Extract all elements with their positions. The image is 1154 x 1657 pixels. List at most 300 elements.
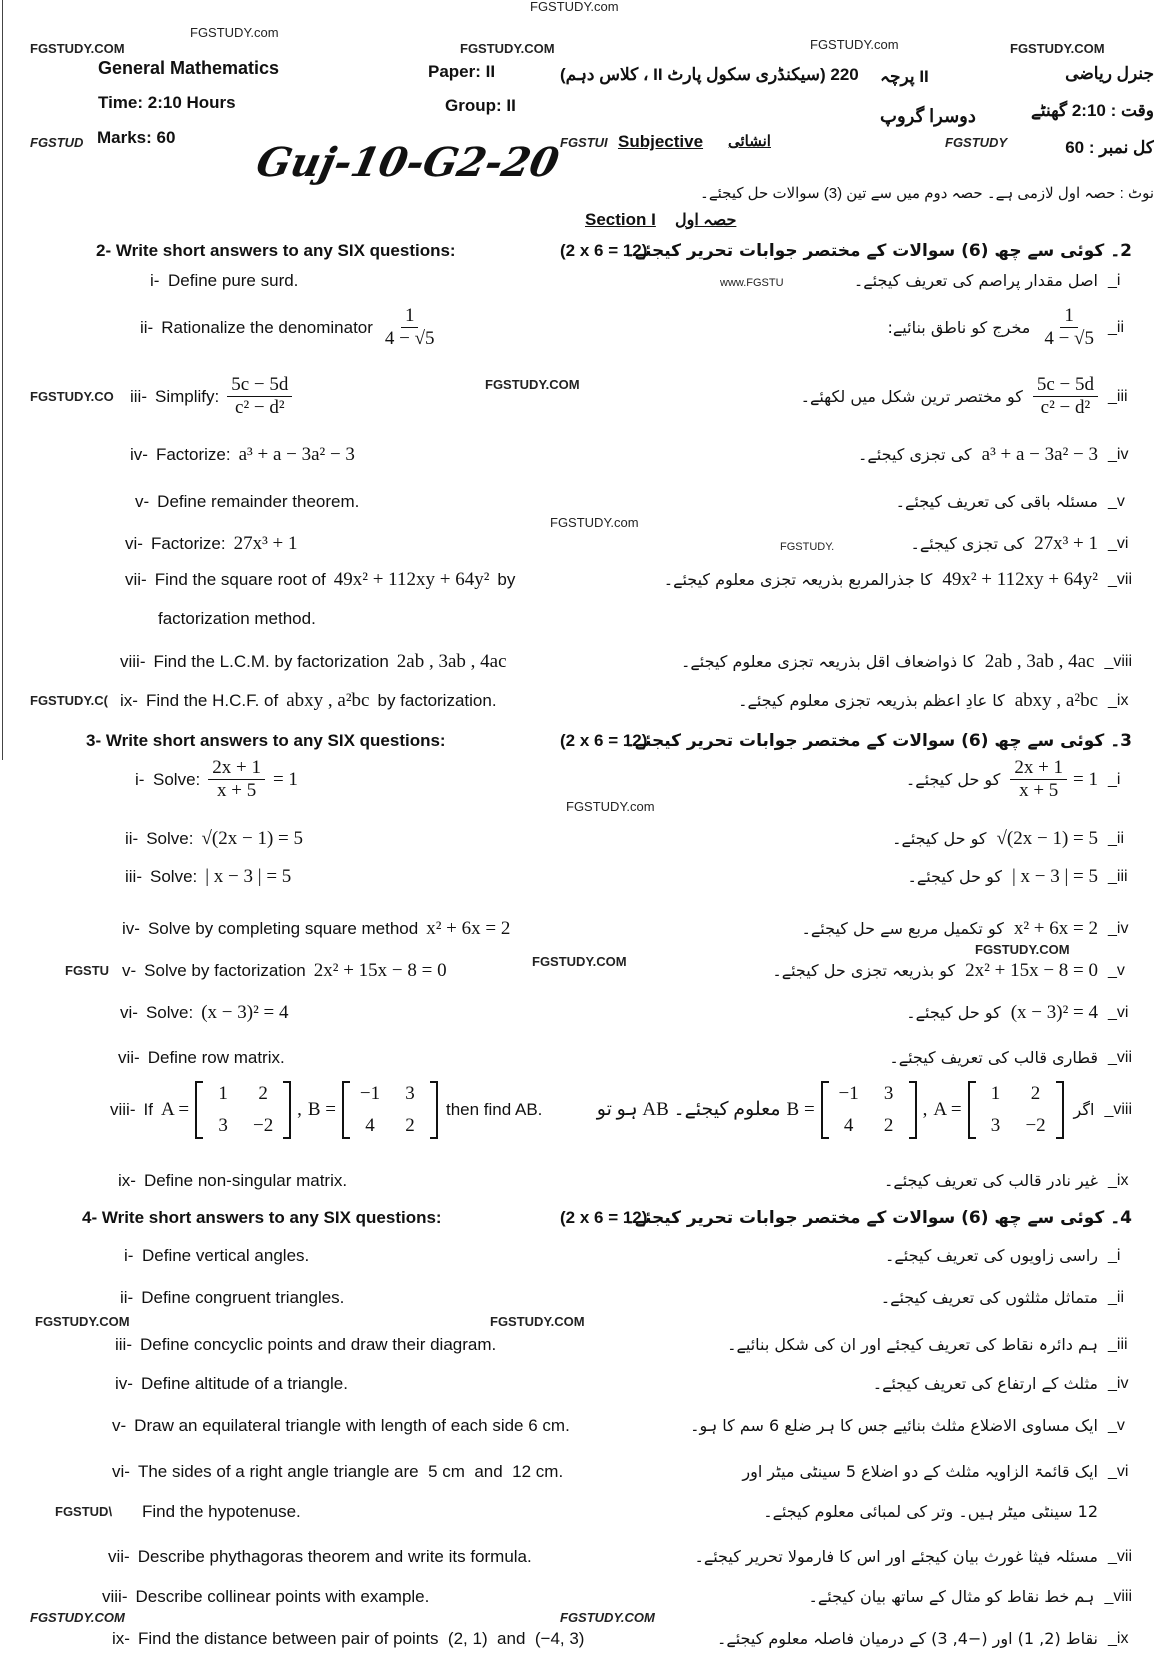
item-number-ur: _viii	[1104, 653, 1132, 670]
item-number: ix-	[112, 1629, 130, 1648]
item-after: by	[497, 570, 516, 589]
item-math-ur: 2ab , 3ab , 4ac	[984, 651, 1095, 672]
question-item-ur	[742, 1461, 1132, 1483]
question-item-ur	[881, 1287, 1132, 1309]
item-text-ur: کو حل کیجئے۔	[906, 1003, 1001, 1022]
item-number: v-	[135, 492, 150, 511]
watermark: FGSTUDY	[945, 135, 1008, 150]
item-text: Find the distance between pair of points (2, 1) and (−4, 3)	[137, 1629, 585, 1648]
question-item-ur	[889, 1047, 1132, 1069]
item-number-ur: _vii	[1107, 571, 1132, 588]
item-number-ur: _vi	[1108, 1004, 1129, 1021]
question-item	[112, 1629, 584, 1649]
matrix-cell: 4	[843, 1115, 854, 1136]
item-number-ur: _v	[1108, 493, 1125, 510]
item-number-ur: _ix	[1108, 692, 1129, 709]
item-math: √(2x − 1) = 5	[201, 828, 303, 849]
item-text: Define congruent triangles.	[141, 1288, 345, 1307]
group-en: Group: II	[445, 96, 516, 115]
item-number: ix-	[120, 691, 138, 710]
question-item	[110, 1081, 542, 1139]
item-number: vii-	[108, 1547, 130, 1566]
item-text: The sides of a right angle triangle are 5 cm and 12 cm.	[137, 1462, 564, 1481]
question-item	[122, 919, 510, 939]
matrix-cell: 2	[883, 1115, 894, 1136]
paper-en: Paper: II	[428, 62, 496, 81]
item-math: 2x² + 15x − 8 = 0	[313, 960, 447, 981]
matrix-separator: ,	[297, 1099, 302, 1120]
question-item-ur	[906, 757, 1132, 802]
matrix-label: A =	[933, 1099, 962, 1120]
matrix-cell: −2	[1025, 1115, 1046, 1136]
item-text: Define row matrix.	[147, 1048, 285, 1067]
item-number-ur: _ix	[1108, 1172, 1129, 1189]
item-number-ur: _v	[1108, 962, 1125, 979]
q3-heading-ur	[625, 730, 1132, 752]
item-text: factorization method.	[158, 609, 316, 628]
item-number: vi-	[120, 1003, 138, 1022]
numerator: 1	[401, 305, 419, 328]
fraction	[1033, 374, 1098, 419]
watermark: FGSTUI	[560, 135, 608, 150]
item-number: viii-	[120, 652, 146, 671]
item-number: ii-	[125, 829, 139, 848]
watermark: FGSTUDY.CO	[30, 389, 114, 404]
q2-heading-ur	[625, 240, 1132, 262]
fraction	[1040, 305, 1098, 350]
item-number: viii-	[110, 1100, 136, 1119]
question-item-ur	[801, 374, 1132, 419]
item-after: = 1	[272, 768, 298, 790]
section-title-en: Section I	[585, 210, 656, 229]
matrix-label: A =	[160, 1099, 190, 1120]
item-math-ur: 49x² + 112xy + 64y²	[942, 569, 1098, 590]
item-number-ur: _iii	[1108, 1336, 1128, 1353]
denominator: c² − d²	[235, 397, 285, 418]
item-number-ur: _i	[1108, 272, 1121, 289]
matrix-cell: −1	[838, 1083, 859, 1104]
question-item	[125, 534, 298, 554]
item-math: (x − 3)² = 4	[201, 1002, 289, 1023]
item-text: Solve:	[153, 769, 201, 789]
watermark: FGSTU	[65, 963, 110, 978]
item-text: Define concyclic points and draw their diagram.	[140, 1335, 497, 1354]
watermark: FGSTUDY.com	[530, 0, 619, 14]
question-item	[118, 1171, 347, 1191]
item-number-ur: _i	[1108, 770, 1121, 788]
matrix-cell: 2	[405, 1115, 415, 1136]
item-number: iii-	[125, 867, 142, 886]
question-item	[102, 1587, 429, 1607]
matrix-cell: 2	[258, 1083, 268, 1104]
question-item	[115, 1335, 496, 1355]
question-item-ur	[727, 1334, 1132, 1356]
item-math: | x − 3 | = 5	[205, 866, 292, 887]
question-item-ur	[694, 1546, 1132, 1568]
question-item-ur	[597, 1081, 1132, 1139]
handwritten-code: Guj-10-G2-20	[252, 139, 564, 186]
item-number: vi-	[125, 534, 143, 553]
question-item	[108, 1547, 532, 1567]
item-text: Factorize:	[155, 445, 231, 464]
q3-heading	[86, 731, 648, 751]
question-item-ur	[772, 960, 1132, 982]
item-text-ur: کو مختصر ترین شکل میں لکھئے۔	[800, 386, 1023, 406]
item-after: by factorization.	[377, 691, 497, 710]
watermark: FGSTUDY.COM	[485, 377, 580, 392]
item-text-ur: کو بذریعہ تجزی حل کیجئے۔	[772, 961, 956, 980]
item-number: viii-	[102, 1587, 128, 1606]
matrix-B	[342, 1081, 438, 1139]
item-text: Simplify:	[155, 386, 220, 406]
matrix-expression-ur	[597, 1081, 1064, 1139]
question-title: 3- Write short answers to any SIX questions:	[86, 731, 446, 750]
item-number-ur: _vi	[1108, 535, 1129, 552]
denominator: x + 5	[1019, 780, 1059, 801]
item-math-ur: √(2x − 1) = 5	[996, 828, 1098, 849]
question-item	[120, 652, 507, 672]
item-number: iv-	[130, 445, 148, 464]
item-text-ur: راسی زاویوں کی تعریف کیجئے۔	[885, 1246, 1098, 1265]
watermark: FGSTUDY.COM	[30, 1610, 125, 1625]
question-title: 2- Write short answers to any SIX questions:	[96, 241, 456, 260]
item-text: Find the square root of	[154, 570, 326, 589]
watermark: FGSTUDY.COM	[975, 942, 1070, 957]
item-number-ur: _i	[1108, 1247, 1121, 1264]
matrix-cell: 1	[990, 1083, 1001, 1104]
watermark: FGSTUDY.COM	[490, 1314, 585, 1329]
item-text: Solve:	[150, 867, 198, 886]
scan-border	[2, 0, 3, 760]
question-item	[135, 757, 298, 802]
watermark: FGSTUDY.COM	[1010, 41, 1105, 56]
matrix-cell: −2	[252, 1115, 274, 1136]
item-math-ur: | x − 3 | = 5	[1011, 866, 1098, 887]
then-find-ur: ہو تو AB معلوم کیجئے۔	[596, 1099, 781, 1120]
item-math-ur: 2x² + 15x − 8 = 0	[965, 960, 1098, 981]
question-item	[142, 1502, 301, 1522]
watermark: FGSTUDY.com	[566, 799, 655, 814]
item-math: 27x³ + 1	[233, 533, 298, 554]
denominator: 4 − √5	[384, 328, 435, 349]
item-number: ii-	[140, 317, 154, 337]
item-math: abxy , a²bc	[286, 690, 370, 711]
item-text: Solve:	[146, 829, 194, 848]
matrix-cell: 3	[405, 1083, 415, 1104]
item-text: Solve by completing square method	[147, 919, 419, 938]
item-number-ur: _iv	[1108, 446, 1129, 463]
question-item	[115, 1374, 348, 1394]
question-item	[112, 1416, 570, 1436]
item-number: iv-	[115, 1374, 133, 1393]
marks-en: Marks: 60	[97, 128, 176, 147]
item-math: x² + 6x = 2	[426, 918, 511, 939]
item-number-ur: _viii	[1104, 1101, 1132, 1118]
question-item	[120, 1003, 288, 1023]
item-text: Describe collinear points with example.	[135, 1587, 430, 1606]
question-item-ur	[885, 1245, 1132, 1267]
item-math-ur	[1010, 757, 1098, 802]
subject-ur: جنرل ریاضی	[1065, 64, 1154, 83]
matrix-separator: ,	[922, 1099, 928, 1120]
item-text-ur: کا عادِ اعظم بذریعہ تجزی معلوم کیجئے۔	[738, 691, 1005, 710]
question-item-ur	[858, 444, 1132, 466]
item-text: Define altitude of a triangle.	[140, 1374, 348, 1393]
item-text: If	[143, 1100, 153, 1119]
matrix-cell: 2	[1030, 1083, 1041, 1104]
watermark: FGSTUDY.com	[550, 515, 639, 530]
item-text-ur: نقاط (2, 1) اور (−4, 3) کے درمیان فاصلہ معلوم کیجئے۔	[716, 1629, 1098, 1648]
question-item-ur	[896, 491, 1132, 513]
question-item	[112, 1462, 563, 1482]
question-item-ur	[908, 866, 1132, 888]
item-text-ur: کو حل کیجئے۔	[907, 867, 1002, 886]
fraction	[381, 305, 439, 350]
item-text-ur: کو تکمیل مربع سے حل کیجئے۔	[801, 919, 1004, 938]
item-text-ur: قطاری قالب کی تعریف کیجئے۔	[889, 1048, 1098, 1067]
item-text-ur: مسئلہ فیثا غورث بیان کیجئے اور اس کا فارمولا تحریر کیجئے۔	[694, 1547, 1098, 1566]
item-math-ur	[1033, 374, 1098, 419]
question-item	[120, 1288, 344, 1308]
item-number: ii-	[120, 1288, 134, 1307]
numerator: 5c − 5d	[227, 374, 292, 397]
question-item	[124, 1246, 309, 1266]
matrix-expression	[161, 1081, 438, 1139]
question-item-ur	[873, 1373, 1132, 1395]
item-number: i-	[150, 271, 160, 290]
question-item-ur	[690, 1415, 1132, 1437]
item-number-ur: _ii	[1108, 830, 1125, 847]
item-text-ur: مخرج کو ناطق بنائیے:	[887, 317, 1031, 337]
subjective-ur: انشائی	[728, 133, 771, 150]
question-item	[122, 961, 447, 981]
question-item-ur	[910, 533, 1132, 555]
item-number: iii-	[115, 1335, 132, 1354]
matrix-cell: 4	[365, 1115, 375, 1136]
class-ur: 220 (سیکنڈری سکول پارٹ II ، کلاس دہم)	[560, 65, 859, 84]
question-item	[158, 609, 316, 629]
question-title-ur: 2۔ کوئی سے چھ (6) سوالات کے مختصر جوابات تحریر کیجئے۔	[625, 241, 1132, 261]
question-item	[125, 570, 515, 590]
question-item	[125, 867, 291, 887]
item-text: Find the L.C.M. by factorization	[153, 652, 389, 671]
question-item	[120, 691, 497, 711]
question-title-ur: 4۔ کوئی سے چھ (6) سوالات کے مختصر جوابات تحریر کیجئے۔	[625, 1208, 1132, 1228]
q2-heading	[96, 241, 648, 261]
matrix-cell: 3	[218, 1115, 228, 1136]
time-en: Time: 2:10 Hours	[98, 93, 236, 112]
question-item-ur	[906, 1002, 1132, 1024]
question-item	[150, 271, 298, 291]
item-number-ur: _ii	[1108, 1289, 1125, 1306]
section-title-ur: حصہ اول	[675, 212, 737, 229]
item-text: Draw an equilateral triangle with length of each side 6 cm.	[134, 1416, 570, 1435]
item-number: i-	[124, 1246, 134, 1265]
item-text: Define non-singular matrix.	[143, 1171, 348, 1190]
item-number-ur: _vii	[1107, 1548, 1132, 1565]
matrix-cell: 3	[990, 1115, 1001, 1136]
item-text: Rationalize the denominator	[161, 317, 373, 337]
item-text: Solve:	[145, 1003, 194, 1022]
item-text: Define vertical angles.	[142, 1246, 310, 1265]
item-text-ur: کو حل کیجئے۔	[892, 829, 987, 848]
item-number: vii-	[118, 1048, 140, 1067]
numerator: 2x + 1	[208, 757, 265, 780]
denominator: x + 5	[217, 780, 257, 801]
item-text-ur: مثلث کے ارتفاع کی تعریف کیجئے۔	[872, 1374, 1098, 1393]
item-math-ur: abxy , a²bc	[1014, 690, 1098, 711]
item-text-ur: ہم خط نقاط کو مثال کے ساتھ بیان کیجئے۔	[808, 1587, 1095, 1606]
question-item	[118, 1048, 285, 1068]
question-marks: (2 x 6 = 12)	[560, 241, 648, 260]
group-ur: دوسرا گروپ	[880, 106, 976, 126]
watermark: FGSTUDY.com	[810, 37, 899, 52]
item-number: ix-	[118, 1171, 136, 1190]
question-item-ur	[809, 1586, 1132, 1608]
watermark: FGSTUDY.C(	[30, 693, 108, 708]
watermark: FGSTUDY.COM	[532, 954, 627, 969]
question-marks: (2 x 6 = 12)	[560, 731, 648, 750]
matrix-cell: −1	[359, 1083, 381, 1104]
item-math: a³ + a − 3a² − 3	[238, 444, 355, 465]
question-item-ur	[884, 1170, 1132, 1192]
item-number: iii-	[130, 386, 147, 406]
item-text: Describe phythagoras theorem and write its formula.	[137, 1547, 532, 1566]
watermark: FGSTUDY.com	[190, 25, 279, 40]
watermark: www.FGSTU	[720, 277, 784, 289]
question-item	[130, 374, 292, 419]
item-math-ur	[1040, 305, 1098, 350]
item-number-ur: _iv	[1108, 920, 1129, 937]
question-item-ur	[854, 270, 1132, 292]
item-number-ur: _viii	[1104, 1588, 1132, 1605]
item-number: vi-	[112, 1462, 130, 1481]
question-item-ur	[664, 569, 1132, 591]
q4-heading	[82, 1208, 648, 1228]
item-text-ur: کی تجزی کیجئے۔	[910, 534, 1025, 553]
then-find: then find AB.	[445, 1100, 543, 1119]
item-math-ur: (x − 3)² = 4	[1010, 1002, 1098, 1023]
watermark: FGSTUDY.COM	[460, 41, 555, 56]
marks-ur: کل نمبر : 60	[1065, 138, 1154, 157]
item-math-ur: x² + 6x = 2	[1013, 918, 1098, 939]
item-text-ur: کا ذواضعاف اقل بذریعہ تجزی معلوم کیجئے۔	[681, 652, 975, 671]
item-text: Define pure surd.	[168, 271, 299, 290]
item-text-ur: کی تجزی کیجئے۔	[858, 445, 972, 464]
matrix-cell: 3	[883, 1083, 894, 1104]
item-text-ur: مسئلہ باقی کی تعریف کیجئے۔	[895, 492, 1098, 511]
item-number-ur: _iii	[1108, 387, 1128, 405]
matrix-B	[821, 1081, 917, 1139]
watermark: FGSTUD\	[55, 1504, 113, 1519]
subject-en: General Mathematics	[98, 58, 280, 78]
item-number: v-	[112, 1416, 127, 1435]
question-item-ur	[681, 651, 1132, 673]
fraction	[227, 374, 292, 419]
item-text-ur: کو حل کیجئے۔	[905, 769, 1001, 789]
item-text-ur: 12 سینٹی میٹر ہیں۔ وتر کی لمبائی معلوم کیجئے۔	[763, 1502, 1098, 1521]
item-text: Define remainder theorem.	[157, 492, 360, 511]
item-number: i-	[135, 769, 145, 789]
watermark: FGSTUDY.COM	[30, 41, 125, 56]
question-item	[125, 829, 303, 849]
item-number-ur: _vi	[1108, 1463, 1129, 1480]
subjective-en: Subjective	[618, 132, 704, 151]
question-item	[130, 445, 355, 465]
item-number: v-	[122, 961, 137, 980]
item-number-ur: _vii	[1107, 1049, 1132, 1066]
item-text-ur: ہم دائرہ نقاط کی تعریف کیجئے اور ان کی شکل بنائیے۔	[727, 1335, 1098, 1354]
item-number-ur: _iii	[1108, 868, 1128, 885]
item-number: vii-	[125, 570, 147, 589]
q4-heading-ur	[625, 1207, 1132, 1229]
numerator: 5c − 5d	[1033, 374, 1098, 397]
item-text-ur: ایک قائمۃ الزاویہ مثلث کے دو اضلاع 5 سینٹی میٹر اور	[742, 1462, 1098, 1481]
fraction	[1010, 757, 1067, 802]
item-text: Find the H.C.F. of	[145, 691, 279, 710]
item-text-ur: اصل مقدار پراصم کی تعریف کیجئے۔	[853, 271, 1098, 290]
question-item-ur	[802, 918, 1132, 940]
matrix-cell: 1	[218, 1083, 228, 1104]
question-item-ur	[738, 690, 1132, 712]
watermark: FGSTUDY.COM	[35, 1314, 130, 1329]
item-text: Factorize:	[150, 534, 226, 553]
item-text-ur: ایک مساوی الاضلاع مثلث بنائیے جس کا ہر ضلع 6 سم کا ہو۔	[690, 1416, 1098, 1435]
question-title-ur: 3۔ کوئی سے چھ (6) سوالات کے مختصر جوابات تحریر کیجئے۔	[625, 731, 1132, 751]
matrix-A	[968, 1081, 1064, 1139]
question-title: 4- Write short answers to any SIX questions:	[82, 1208, 442, 1227]
fraction	[208, 757, 265, 802]
item-number: iv-	[122, 919, 140, 938]
question-item	[135, 492, 359, 512]
item-text-ur: اگر	[1073, 1100, 1095, 1119]
matrix-label: B =	[786, 1099, 815, 1120]
time-ur: وقت : 2:10 گھنٹے	[1030, 101, 1154, 120]
item-math-ur: a³ + a − 3a² − 3	[981, 444, 1098, 465]
question-item	[140, 305, 439, 350]
watermark: FGSTUDY.COM	[560, 1610, 655, 1625]
item-math: 49x² + 112xy + 64y²	[333, 569, 490, 590]
item-text: Solve by factorization	[144, 961, 306, 980]
numerator: 2x + 1	[1010, 757, 1067, 780]
question-marks: (2 x 6 = 12)	[560, 1208, 648, 1227]
note-ur: نوٹ : حصہ اول لازمی ہے۔ حصہ دوم میں سے تین (3) سوالات حل کیجئے۔	[700, 185, 1154, 202]
item-math-ur: 27x³ + 1	[1034, 533, 1098, 554]
question-item-ur	[717, 1628, 1132, 1650]
item-number-ur: _v	[1108, 1417, 1125, 1434]
matrix-A	[195, 1081, 291, 1139]
item-text-ur: غیر نادر قالب کی تعریف کیجئے۔	[883, 1171, 1098, 1190]
item-number-ur: _ii	[1108, 318, 1125, 336]
item-text-ur: کا جذرالمربع بذریعہ تجزی معلوم کیجئے۔	[663, 570, 933, 589]
question-item-ur	[892, 828, 1132, 850]
watermark: FGSTUDY.	[780, 541, 835, 553]
item-math: 2ab , 3ab , 4ac	[396, 651, 507, 672]
question-item-ur	[763, 1501, 1132, 1523]
item-number-ur: _ix	[1108, 1630, 1129, 1647]
denominator: 4 − √5	[1044, 328, 1094, 349]
watermark: FGSTUD	[30, 135, 84, 150]
matrix-label: B =	[307, 1099, 336, 1120]
paper-ur: II پرچہ	[880, 67, 929, 86]
question-item-ur	[888, 305, 1132, 350]
item-text: Find the hypotenuse.	[142, 1502, 301, 1521]
numerator: 1	[1060, 305, 1078, 328]
item-after: = 1	[1073, 768, 1098, 790]
denominator: c² − d²	[1040, 397, 1091, 418]
item-text-ur: متماثل مثلثوں کی تعریف کیجئے۔	[880, 1288, 1098, 1307]
item-number-ur: _iv	[1108, 1375, 1129, 1392]
